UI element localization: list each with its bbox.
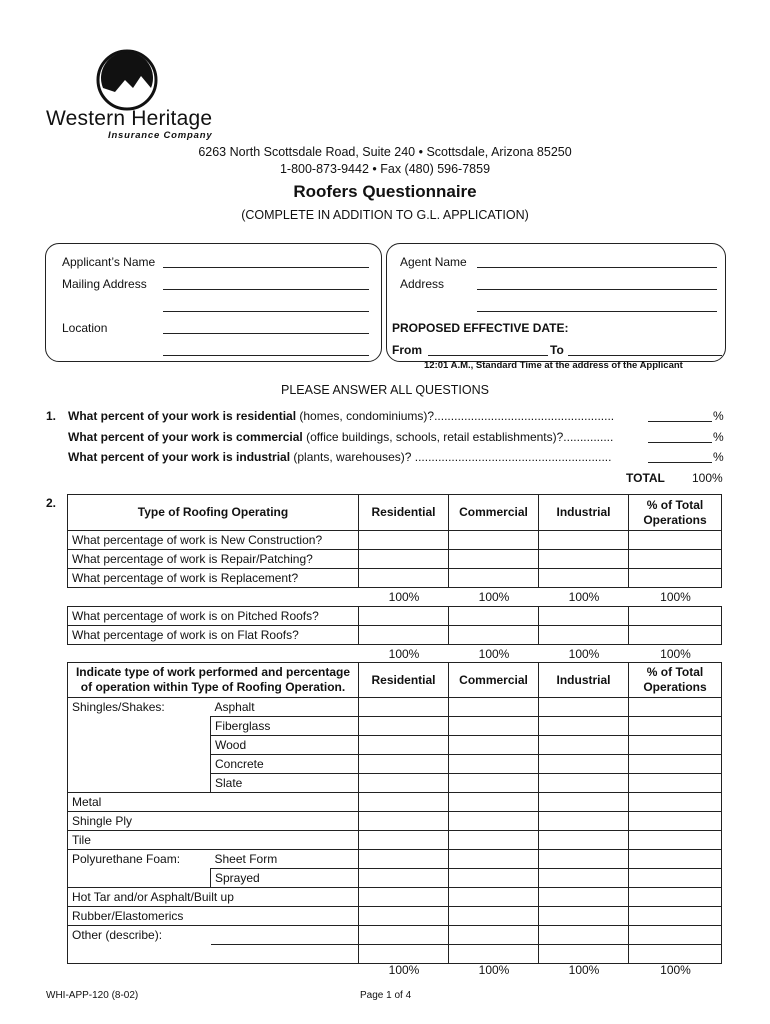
cell-input[interactable] (539, 569, 629, 588)
q1-industrial-percent: % (713, 450, 724, 464)
cell-input[interactable] (359, 869, 449, 888)
cell-input[interactable] (539, 793, 629, 812)
cell-input[interactable] (449, 550, 539, 569)
q2-number: 2. (46, 496, 57, 510)
cell-input[interactable] (629, 831, 722, 850)
roofing-operation-table (67, 494, 722, 588)
cell-input[interactable] (629, 812, 722, 831)
q1-residential-input[interactable] (648, 421, 712, 422)
table1-total-residential: 100% (388, 590, 420, 604)
other-describe-input[interactable] (211, 945, 359, 964)
cell-input[interactable] (629, 850, 722, 869)
cell-input[interactable] (629, 945, 722, 964)
cell-input[interactable] (359, 850, 449, 869)
cell-input[interactable] (359, 793, 449, 812)
cell-input[interactable] (539, 531, 629, 550)
to-date-field[interactable] (568, 355, 722, 356)
table-row-label: What percentage of work is on Flat Roofs? (68, 626, 359, 645)
cell-input[interactable] (629, 888, 722, 907)
cell-input[interactable] (629, 869, 722, 888)
mailing-address-label: Mailing Address (62, 277, 147, 291)
cell-input[interactable] (449, 850, 539, 869)
cell-input[interactable] (539, 755, 629, 774)
q1-residential-rest: (homes, condominiums)?...................................................... (296, 409, 615, 423)
logo-company-name: Western Heritage (46, 107, 213, 130)
cell-input[interactable] (359, 907, 449, 926)
foam-label: Polyurethane Foam: (68, 850, 211, 869)
page-title: Roofers Questionnaire (293, 182, 477, 201)
cell-input[interactable] (449, 717, 539, 736)
cell-input[interactable] (629, 926, 722, 945)
cell-input[interactable] (539, 926, 629, 945)
cell-input[interactable] (629, 774, 722, 793)
form-id: WHI-APP-120 (8-02) (46, 990, 139, 1001)
cell-input[interactable] (539, 945, 629, 964)
q1-total-label: TOTAL (626, 471, 665, 485)
cell-input[interactable] (539, 869, 629, 888)
q1-commercial-rest: (office buildings, schools, retail establishments)?............... (302, 430, 614, 444)
table-row-label: What percentage of work is on Pitched Roofs? (68, 607, 359, 626)
table2-total-industrial: 100% (568, 647, 600, 661)
cell-input[interactable] (449, 736, 539, 755)
shingle-concrete: Concrete (211, 755, 359, 774)
agent-address-label: Address (400, 277, 445, 291)
shingle-asphalt: Asphalt (211, 698, 359, 717)
cell-input[interactable] (539, 888, 629, 907)
cell-input[interactable] (449, 869, 539, 888)
cell-input[interactable] (629, 569, 722, 588)
cell-input[interactable] (359, 831, 449, 850)
cell-input[interactable] (629, 907, 722, 926)
cell-input[interactable] (359, 926, 449, 945)
cell-input[interactable] (359, 531, 449, 550)
company-logo (95, 48, 159, 112)
blank-cell (68, 945, 211, 964)
shingle-fiberglass: Fiberglass (211, 717, 359, 736)
work-type-table (67, 662, 722, 964)
cell-input[interactable] (449, 569, 539, 588)
cell-input[interactable] (449, 626, 539, 645)
item-shingle-ply: Shingle Ply (68, 812, 359, 831)
cell-input[interactable] (539, 850, 629, 869)
cell-input[interactable] (629, 736, 722, 755)
cell-input[interactable] (629, 698, 722, 717)
cell-input[interactable] (539, 812, 629, 831)
cell-input[interactable] (359, 755, 449, 774)
cell-input[interactable] (539, 698, 629, 717)
cell-input[interactable] (449, 607, 539, 626)
cell-input[interactable] (539, 774, 629, 793)
cell-input[interactable] (359, 607, 449, 626)
table1-total-commercial: 100% (478, 590, 510, 604)
company-phone: 1-800-873-9442 • Fax (480) 596-7859 (279, 162, 491, 176)
page-number: Page 1 of 4 (360, 990, 412, 1001)
blank-cell (68, 774, 211, 793)
cell-input[interactable] (539, 831, 629, 850)
from-date-field[interactable] (428, 355, 548, 356)
mountain-sun-icon (95, 48, 159, 112)
col-header-commercial: Commercial (449, 495, 539, 531)
q1-line-industrial (68, 450, 643, 464)
cell-input[interactable] (539, 736, 629, 755)
cell-input[interactable] (449, 907, 539, 926)
q1-total-value: 100% (692, 471, 723, 485)
to-label: To (550, 343, 564, 357)
table1-total-industrial: 100% (568, 590, 600, 604)
item-hot-tar: Hot Tar and/or Asphalt/Built up (68, 888, 359, 907)
cell-input[interactable] (539, 907, 629, 926)
cell-input[interactable] (449, 531, 539, 550)
col-header-work-type: Indicate type of work performed and percentage of operation within Type of Roofing Operation. (68, 663, 359, 698)
cell-input[interactable] (359, 698, 449, 717)
shingle-wood: Wood (211, 736, 359, 755)
item-metal: Metal (68, 793, 359, 812)
blank-cell (68, 736, 211, 755)
q1-commercial-input[interactable] (648, 442, 712, 443)
applicant-name-label: Applicant’s Name (62, 255, 156, 269)
cell-input[interactable] (359, 569, 449, 588)
foam-sheet-form: Sheet Form (211, 850, 359, 869)
item-tile: Tile (68, 831, 359, 850)
item-rubber: Rubber/Elastomerics (68, 907, 359, 926)
col-header-industrial: Industrial (539, 663, 629, 698)
cell-input[interactable] (449, 774, 539, 793)
page-subtitle: (COMPLETE IN ADDITION TO G.L. APPLICATION) (241, 208, 529, 222)
roof-pitch-table (67, 606, 722, 645)
q1-industrial-rest: (plants, warehouses)? ........................................................... (290, 450, 612, 464)
cell-input[interactable] (539, 607, 629, 626)
logo-subtitle: Insurance Company (108, 130, 213, 141)
col-header-residential: Residential (359, 663, 449, 698)
cell-input[interactable] (359, 774, 449, 793)
table-row-label: What percentage of work is New Construction? (68, 531, 359, 550)
q1-commercial-bold: What percent of your work is commercial (68, 430, 303, 444)
effective-date-label: PROPOSED EFFECTIVE DATE: (392, 321, 569, 335)
mailing-address-field-1[interactable] (163, 289, 369, 290)
instructions: PLEASE ANSWER ALL QUESTIONS (281, 383, 489, 397)
table3-total-commercial: 100% (478, 963, 510, 977)
table3-total-industrial: 100% (568, 963, 600, 977)
location-label: Location (62, 321, 108, 335)
cell-input[interactable] (359, 812, 449, 831)
table3-total-overall: 100% (660, 963, 691, 977)
q1-line-residential (68, 409, 643, 423)
location-field-2[interactable] (163, 355, 369, 356)
time-note: 12:01 A.M., Standard Time at the address of the Applicant (424, 360, 683, 371)
cell-input[interactable] (449, 698, 539, 717)
agent-name-label: Agent Name (400, 255, 467, 269)
q1-residential-bold: What percent of your work is residential (68, 409, 297, 423)
location-field-1[interactable] (163, 333, 369, 334)
cell-input[interactable] (449, 793, 539, 812)
q1-residential-percent: % (713, 409, 724, 423)
col-header-residential: Residential (359, 495, 449, 531)
shingle-slate: Slate (211, 774, 359, 793)
cell-input[interactable] (449, 812, 539, 831)
agent-address-field-1[interactable] (477, 289, 717, 290)
table3-total-residential: 100% (388, 963, 420, 977)
q1-industrial-bold: What percent of your work is industrial (68, 450, 291, 464)
cell-input[interactable] (359, 550, 449, 569)
blank-cell (68, 717, 211, 736)
cell-input[interactable] (359, 736, 449, 755)
cell-input[interactable] (359, 717, 449, 736)
col-header-total: % of Total Operations (629, 495, 722, 531)
blank-cell (68, 755, 211, 774)
agent-address-field-2[interactable] (477, 311, 717, 312)
q1-industrial-input[interactable] (648, 462, 712, 463)
q1-number: 1. (46, 409, 57, 423)
applicant-name-field[interactable] (163, 267, 369, 268)
cell-input[interactable] (359, 945, 449, 964)
cell-input[interactable] (629, 531, 722, 550)
cell-input[interactable] (629, 550, 722, 569)
cell-input[interactable] (449, 945, 539, 964)
cell-input[interactable] (449, 831, 539, 850)
blank-cell (68, 869, 211, 888)
cell-input[interactable] (539, 626, 629, 645)
foam-sprayed: Sprayed (211, 869, 359, 888)
cell-input[interactable] (449, 926, 539, 945)
company-address: 6263 North Scottsdale Road, Suite 240 • Scottsdale, Arizona 85250 (198, 145, 572, 159)
table2-total-overall: 100% (660, 647, 691, 661)
cell-input[interactable] (539, 717, 629, 736)
col-header-industrial: Industrial (539, 495, 629, 531)
cell-input[interactable] (629, 607, 722, 626)
cell-input[interactable] (629, 793, 722, 812)
table1-total-overall: 100% (660, 590, 691, 604)
item-other: Other (describe): (68, 926, 359, 945)
cell-input[interactable] (359, 888, 449, 907)
cell-input[interactable] (359, 626, 449, 645)
table-row-label: What percentage of work is Replacement? (68, 569, 359, 588)
cell-input[interactable] (629, 717, 722, 736)
table2-total-residential: 100% (388, 647, 420, 661)
mailing-address-field-2[interactable] (163, 311, 369, 312)
cell-input[interactable] (629, 626, 722, 645)
cell-input[interactable] (449, 888, 539, 907)
col-header-total: % of Total Operations (629, 663, 722, 698)
from-label: From (392, 343, 422, 357)
q1-line-commercial (68, 430, 643, 444)
col-header-type: Type of Roofing Operating (68, 495, 359, 531)
q1-commercial-percent: % (713, 430, 724, 444)
col-header-commercial: Commercial (449, 663, 539, 698)
agent-name-field[interactable] (477, 267, 717, 268)
cell-input[interactable] (449, 755, 539, 774)
shingles-label: Shingles/Shakes: (68, 698, 211, 717)
cell-input[interactable] (539, 550, 629, 569)
table2-total-commercial: 100% (478, 647, 510, 661)
cell-input[interactable] (629, 755, 722, 774)
table-row-label: What percentage of work is Repair/Patching? (68, 550, 359, 569)
